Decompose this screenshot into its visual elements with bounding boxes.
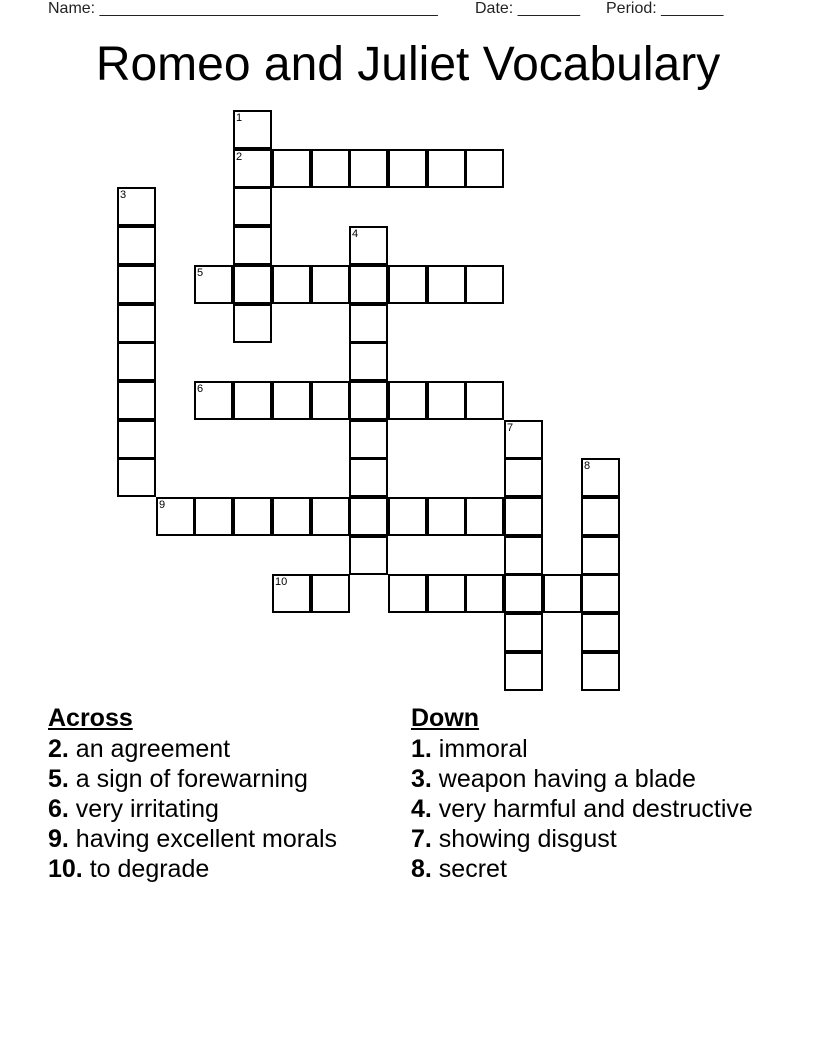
crossword-cell[interactable] — [272, 574, 311, 613]
clue-item-text: showing disgust — [431, 825, 617, 853]
crossword-cell[interactable] — [581, 497, 620, 536]
crossword-cell[interactable] — [581, 536, 620, 575]
clue-item-number: 3. — [411, 765, 432, 793]
clue-item-number: 7. — [411, 825, 432, 853]
crossword-cell[interactable] — [311, 497, 350, 536]
crossword-cell[interactable] — [465, 381, 504, 420]
clue-item-text: an agreement — [68, 735, 231, 763]
crossword-cell[interactable] — [427, 149, 466, 188]
crossword-cell[interactable] — [233, 497, 272, 536]
clue-item — [48, 855, 388, 884]
crossword-cell[interactable] — [272, 497, 311, 536]
crossword-cell[interactable] — [233, 381, 272, 420]
crossword-cell[interactable] — [504, 420, 543, 459]
crossword-cell[interactable] — [349, 342, 388, 381]
crossword-cell[interactable] — [349, 458, 388, 497]
clue-item-text: very harmful and destructive — [431, 795, 753, 823]
crossword-cell[interactable] — [156, 497, 195, 536]
clue-item-text: weapon having a blade — [431, 765, 696, 793]
crossword-cell[interactable] — [349, 420, 388, 459]
clue-item — [48, 795, 388, 824]
crossword-cell[interactable] — [349, 149, 388, 188]
clue-number: 1 — [236, 112, 243, 124]
clue-item-text: a sign of forewarning — [68, 765, 308, 793]
clue-item — [411, 765, 771, 794]
crossword-cell[interactable] — [388, 497, 427, 536]
clue-item-number: 4. — [411, 795, 432, 823]
period-field[interactable]: Period: _______ — [606, 0, 724, 17]
crossword-cell[interactable] — [233, 110, 272, 149]
clue-number: 5 — [197, 267, 204, 279]
clue-number: 7 — [507, 422, 514, 434]
date-field[interactable]: Date: _______ — [475, 0, 580, 17]
crossword-cell[interactable] — [311, 149, 350, 188]
crossword-cell[interactable] — [233, 149, 272, 188]
clue-item — [411, 855, 771, 884]
crossword-cell[interactable] — [311, 265, 350, 304]
crossword-cell[interactable] — [117, 265, 156, 304]
crossword-cell[interactable] — [427, 497, 466, 536]
crossword-cell[interactable] — [543, 574, 582, 613]
crossword-cell[interactable] — [349, 497, 388, 536]
crossword-cell[interactable] — [117, 342, 156, 381]
crossword-cell[interactable] — [194, 265, 233, 304]
clue-number: 8 — [584, 460, 591, 472]
clue-item-text: to degrade — [82, 855, 210, 883]
clue-number: 3 — [120, 189, 127, 201]
crossword-cell[interactable] — [233, 187, 272, 226]
across-heading: Across — [48, 704, 133, 732]
crossword-cell[interactable] — [194, 497, 233, 536]
crossword-cell[interactable] — [504, 613, 543, 652]
clue-item-number: 5. — [48, 765, 69, 793]
crossword-cell[interactable] — [117, 420, 156, 459]
crossword-cell[interactable] — [504, 536, 543, 575]
crossword-cell[interactable] — [427, 381, 466, 420]
crossword-cell[interactable] — [581, 574, 620, 613]
clue-number: 4 — [352, 228, 359, 240]
crossword-cell[interactable] — [311, 381, 350, 420]
clue-item-number: 10. — [48, 855, 83, 883]
crossword-cell[interactable] — [233, 226, 272, 265]
crossword-cell[interactable] — [465, 149, 504, 188]
clue-number: 10 — [275, 576, 288, 588]
crossword-cell[interactable] — [117, 187, 156, 226]
clue-item — [411, 735, 771, 764]
crossword-cell[interactable] — [465, 265, 504, 304]
clue-item — [48, 825, 388, 854]
crossword-cell[interactable] — [349, 304, 388, 343]
crossword-cell[interactable] — [427, 574, 466, 613]
clue-item-text: very irritating — [68, 795, 219, 823]
crossword-cell[interactable] — [581, 613, 620, 652]
clue-item-number: 8. — [411, 855, 432, 883]
clue-item-text: immoral — [431, 735, 528, 763]
crossword-cell[interactable] — [272, 381, 311, 420]
clue-number: 6 — [197, 383, 204, 395]
crossword-cell[interactable] — [349, 265, 388, 304]
crossword-cell[interactable] — [311, 574, 350, 613]
across-clues — [48, 703, 388, 885]
crossword-cell[interactable] — [117, 304, 156, 343]
crossword-cell[interactable] — [581, 652, 620, 691]
clue-item — [48, 735, 388, 764]
crossword-cell[interactable] — [349, 536, 388, 575]
page-title: Romeo and Juliet Vocabulary — [95, 38, 721, 91]
crossword-cell[interactable] — [349, 226, 388, 265]
down-heading: Down — [411, 704, 480, 732]
crossword-cell[interactable] — [388, 574, 427, 613]
crossword-cell[interactable] — [388, 381, 427, 420]
crossword-cell[interactable] — [388, 149, 427, 188]
name-field[interactable]: Name: ______________________________________ — [48, 0, 438, 17]
clue-number: 9 — [159, 499, 166, 511]
crossword-cell[interactable] — [427, 265, 466, 304]
crossword-cell[interactable] — [194, 381, 233, 420]
crossword-cell[interactable] — [465, 497, 504, 536]
clue-item-number: 1. — [411, 735, 432, 763]
crossword-cell[interactable] — [117, 381, 156, 420]
crossword-cell[interactable] — [233, 265, 272, 304]
crossword-cell[interactable] — [504, 458, 543, 497]
crossword-cell[interactable] — [349, 381, 388, 420]
crossword-cell[interactable] — [388, 265, 427, 304]
clue-item-number: 2. — [48, 735, 69, 763]
clue-item-text: secret — [431, 855, 507, 883]
crossword-cell[interactable] — [504, 574, 543, 613]
crossword-cell[interactable] — [233, 304, 272, 343]
clue-item-number: 6. — [48, 795, 69, 823]
clue-number: 2 — [236, 151, 243, 163]
crossword-cell[interactable] — [465, 574, 504, 613]
crossword-cell[interactable] — [272, 265, 311, 304]
crossword-cell[interactable] — [272, 149, 311, 188]
clue-item — [411, 795, 771, 824]
crossword-cell[interactable] — [117, 458, 156, 497]
clue-item-number: 9. — [48, 825, 69, 853]
crossword-cell[interactable] — [581, 458, 620, 497]
crossword-cell[interactable] — [504, 497, 543, 536]
crossword-cell[interactable] — [504, 652, 543, 691]
clue-item — [411, 825, 771, 854]
clue-item — [48, 765, 388, 794]
clue-item-text: having excellent morals — [68, 825, 338, 853]
crossword-cell[interactable] — [117, 226, 156, 265]
down-clues — [411, 703, 771, 885]
